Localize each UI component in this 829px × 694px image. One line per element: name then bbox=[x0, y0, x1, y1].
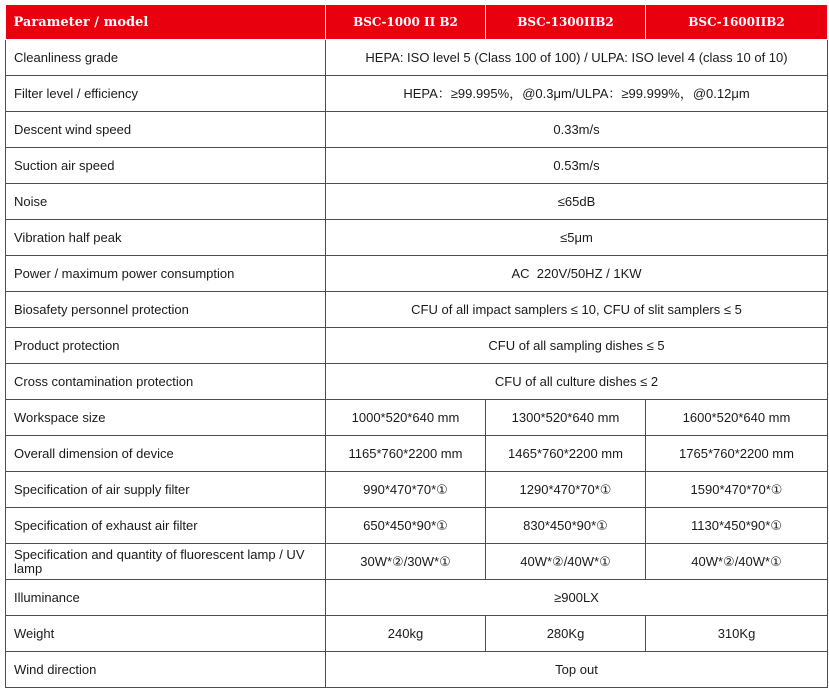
param-label: Specification of air supply filter bbox=[6, 472, 326, 508]
param-value-model-2: 1300*520*640 mm bbox=[486, 400, 646, 436]
row-personnel-protection bbox=[6, 292, 828, 328]
param-value: HEPA：≥99.995%，@0.3μm/ULPA：≥99.999%，@0.12μm bbox=[326, 76, 828, 112]
param-value-model-2: 40W*②/40W*① bbox=[486, 544, 646, 580]
header-row bbox=[6, 5, 828, 40]
row-weight bbox=[6, 616, 828, 652]
param-value-model-1: 1165*760*2200 mm bbox=[326, 436, 486, 472]
param-value-model-2: 280Kg bbox=[486, 616, 646, 652]
row-noise bbox=[6, 184, 828, 220]
param-label: Specification and quantity of fluorescent lamp / UV lamp bbox=[6, 544, 326, 580]
header-model-1: BSC-1000 II B2 bbox=[326, 5, 486, 40]
param-label: Vibration half peak bbox=[6, 220, 326, 256]
row-overall-dimension bbox=[6, 436, 828, 472]
param-value-model-1: 1000*520*640 mm bbox=[326, 400, 486, 436]
row-lamp bbox=[6, 544, 828, 580]
row-descent bbox=[6, 112, 828, 148]
param-label: Noise bbox=[6, 184, 326, 220]
param-label: Descent wind speed bbox=[6, 112, 326, 148]
param-value: CFU of all sampling dishes ≤ 5 bbox=[326, 328, 828, 364]
param-label: Workspace size bbox=[6, 400, 326, 436]
row-wind-direction bbox=[6, 652, 828, 688]
header-model-3: BSC-1600IIB2 bbox=[646, 5, 828, 40]
param-label: Wind direction bbox=[6, 652, 326, 688]
param-value: ≤65dB bbox=[326, 184, 828, 220]
param-label: Power / maximum power consumption bbox=[6, 256, 326, 292]
param-label: Overall dimension of device bbox=[6, 436, 326, 472]
param-value: AC 220V/50HZ / 1KW bbox=[326, 256, 828, 292]
row-supply-filter bbox=[6, 472, 828, 508]
param-value-model-3: 1600*520*640 mm bbox=[646, 400, 828, 436]
param-value-model-2: 1290*470*70*① bbox=[486, 472, 646, 508]
header-parameter: Parameter / model bbox=[6, 5, 326, 40]
row-product-protection bbox=[6, 328, 828, 364]
row-vibration bbox=[6, 220, 828, 256]
param-value: ≥900LX bbox=[326, 580, 828, 616]
param-value: ≤5μm bbox=[326, 220, 828, 256]
param-label: Illuminance bbox=[6, 580, 326, 616]
param-value-model-3: 1590*470*70*① bbox=[646, 472, 828, 508]
row-suction bbox=[6, 148, 828, 184]
row-filter bbox=[6, 76, 828, 112]
param-label: Specification of exhaust air filter bbox=[6, 508, 326, 544]
row-power bbox=[6, 256, 828, 292]
param-value: 0.33m/s bbox=[326, 112, 828, 148]
param-label: Cross contamination protection bbox=[6, 364, 326, 400]
param-value: 0.53m/s bbox=[326, 148, 828, 184]
param-value-model-1: 990*470*70*① bbox=[326, 472, 486, 508]
param-label: Product protection bbox=[6, 328, 326, 364]
param-value-model-3: 40W*②/40W*① bbox=[646, 544, 828, 580]
param-value-model-1: 240kg bbox=[326, 616, 486, 652]
param-label: Weight bbox=[6, 616, 326, 652]
row-workspace bbox=[6, 400, 828, 436]
param-label: Suction air speed bbox=[6, 148, 326, 184]
row-exhaust-filter bbox=[6, 508, 828, 544]
param-value-model-3: 310Kg bbox=[646, 616, 828, 652]
row-cleanliness bbox=[6, 40, 828, 76]
param-label: Cleanliness grade bbox=[6, 40, 326, 76]
param-value: Top out bbox=[326, 652, 828, 688]
param-value: CFU of all impact samplers ≤ 10, CFU of slit samplers ≤ 5 bbox=[326, 292, 828, 328]
param-value-model-1: 650*450*90*① bbox=[326, 508, 486, 544]
param-value: HEPA: ISO level 5 (Class 100 of 100) / ULPA: ISO level 4 (class 10 of 10) bbox=[326, 40, 828, 76]
param-label: Biosafety personnel protection bbox=[6, 292, 326, 328]
header-model-2: BSC-1300IIB2 bbox=[486, 5, 646, 40]
param-value-model-1: 30W*②/30W*① bbox=[326, 544, 486, 580]
param-value: CFU of all culture dishes ≤ 2 bbox=[326, 364, 828, 400]
row-cross-contamination bbox=[6, 364, 828, 400]
param-value-model-3: 1765*760*2200 mm bbox=[646, 436, 828, 472]
spec-table-container bbox=[5, 5, 827, 688]
param-label: Filter level / efficiency bbox=[6, 76, 326, 112]
param-value-model-2: 1465*760*2200 mm bbox=[486, 436, 646, 472]
param-value-model-3: 1130*450*90*① bbox=[646, 508, 828, 544]
row-illuminance bbox=[6, 580, 828, 616]
param-value-model-2: 830*450*90*① bbox=[486, 508, 646, 544]
spec-table bbox=[5, 5, 828, 688]
